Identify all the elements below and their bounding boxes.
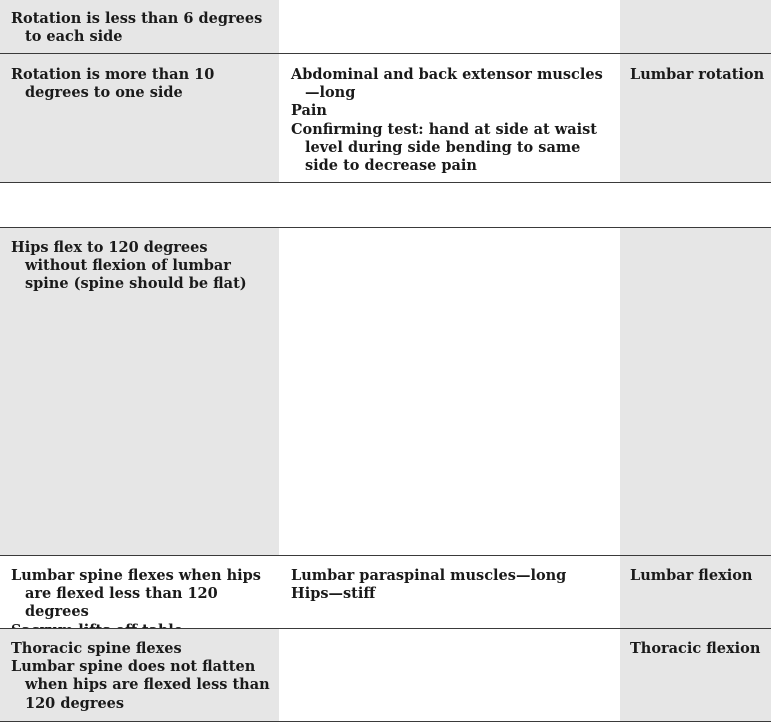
diagnosis-line: Lumbar rotation [630, 66, 765, 83]
impairment-cell [279, 0, 620, 53]
criteria-cell [0, 228, 279, 555]
diagnosis-cell [620, 0, 771, 53]
impairment-line: Hips—stiff [291, 585, 376, 603]
diagnosis-cell [620, 556, 771, 628]
table-row-hips-flex [0, 228, 771, 555]
criteria-cell [0, 556, 279, 628]
impairment-cell [279, 54, 620, 182]
table-row-lumbar-flexion [0, 556, 771, 628]
diagnosis-line: Lumbar flexion [630, 567, 753, 584]
impairment-line: Abdominal and back extensor muscles—long [291, 66, 603, 102]
criteria-line: Lumbar spine flexes when hips are flexed less than 120 degrees [11, 567, 261, 621]
criteria-line: Rotation is less than 6 degrees to each side [11, 10, 263, 46]
table-row-thoracic-flexion [0, 629, 771, 721]
diagnosis-cell [620, 629, 771, 721]
impairment-line: Pain [291, 102, 327, 120]
diagnosis-cell [620, 54, 771, 182]
table-row-rotation-less [0, 0, 771, 53]
table-row-rotation-more [0, 54, 771, 182]
criteria-cell [0, 54, 279, 182]
impairment-cell [279, 629, 620, 721]
criteria-line: Hips flex to 120 degrees without flexion of lumbar spine (spine should be flat) [11, 239, 247, 293]
criteria-cell [0, 629, 279, 721]
impairment-line: Confirming test: hand at side at waist level during side bending to same side to decrease pain [291, 120, 597, 175]
criteria-line: Thoracic spine flexes [11, 640, 182, 657]
criteria-line: Rotation is more than 10 degrees to one side [11, 66, 215, 102]
criteria-line: Lumbar spine does not flatten when hips are flexed less than 120 degrees [11, 658, 270, 712]
row-divider [0, 182, 771, 183]
criteria-cell [0, 0, 279, 53]
diagnosis-line: Thoracic flexion [630, 640, 761, 657]
diagnosis-cell [620, 228, 771, 555]
impairment-cell [279, 556, 620, 628]
impairment-line: Lumbar paraspinal muscles—long [291, 567, 567, 584]
impairment-cell [279, 228, 620, 555]
